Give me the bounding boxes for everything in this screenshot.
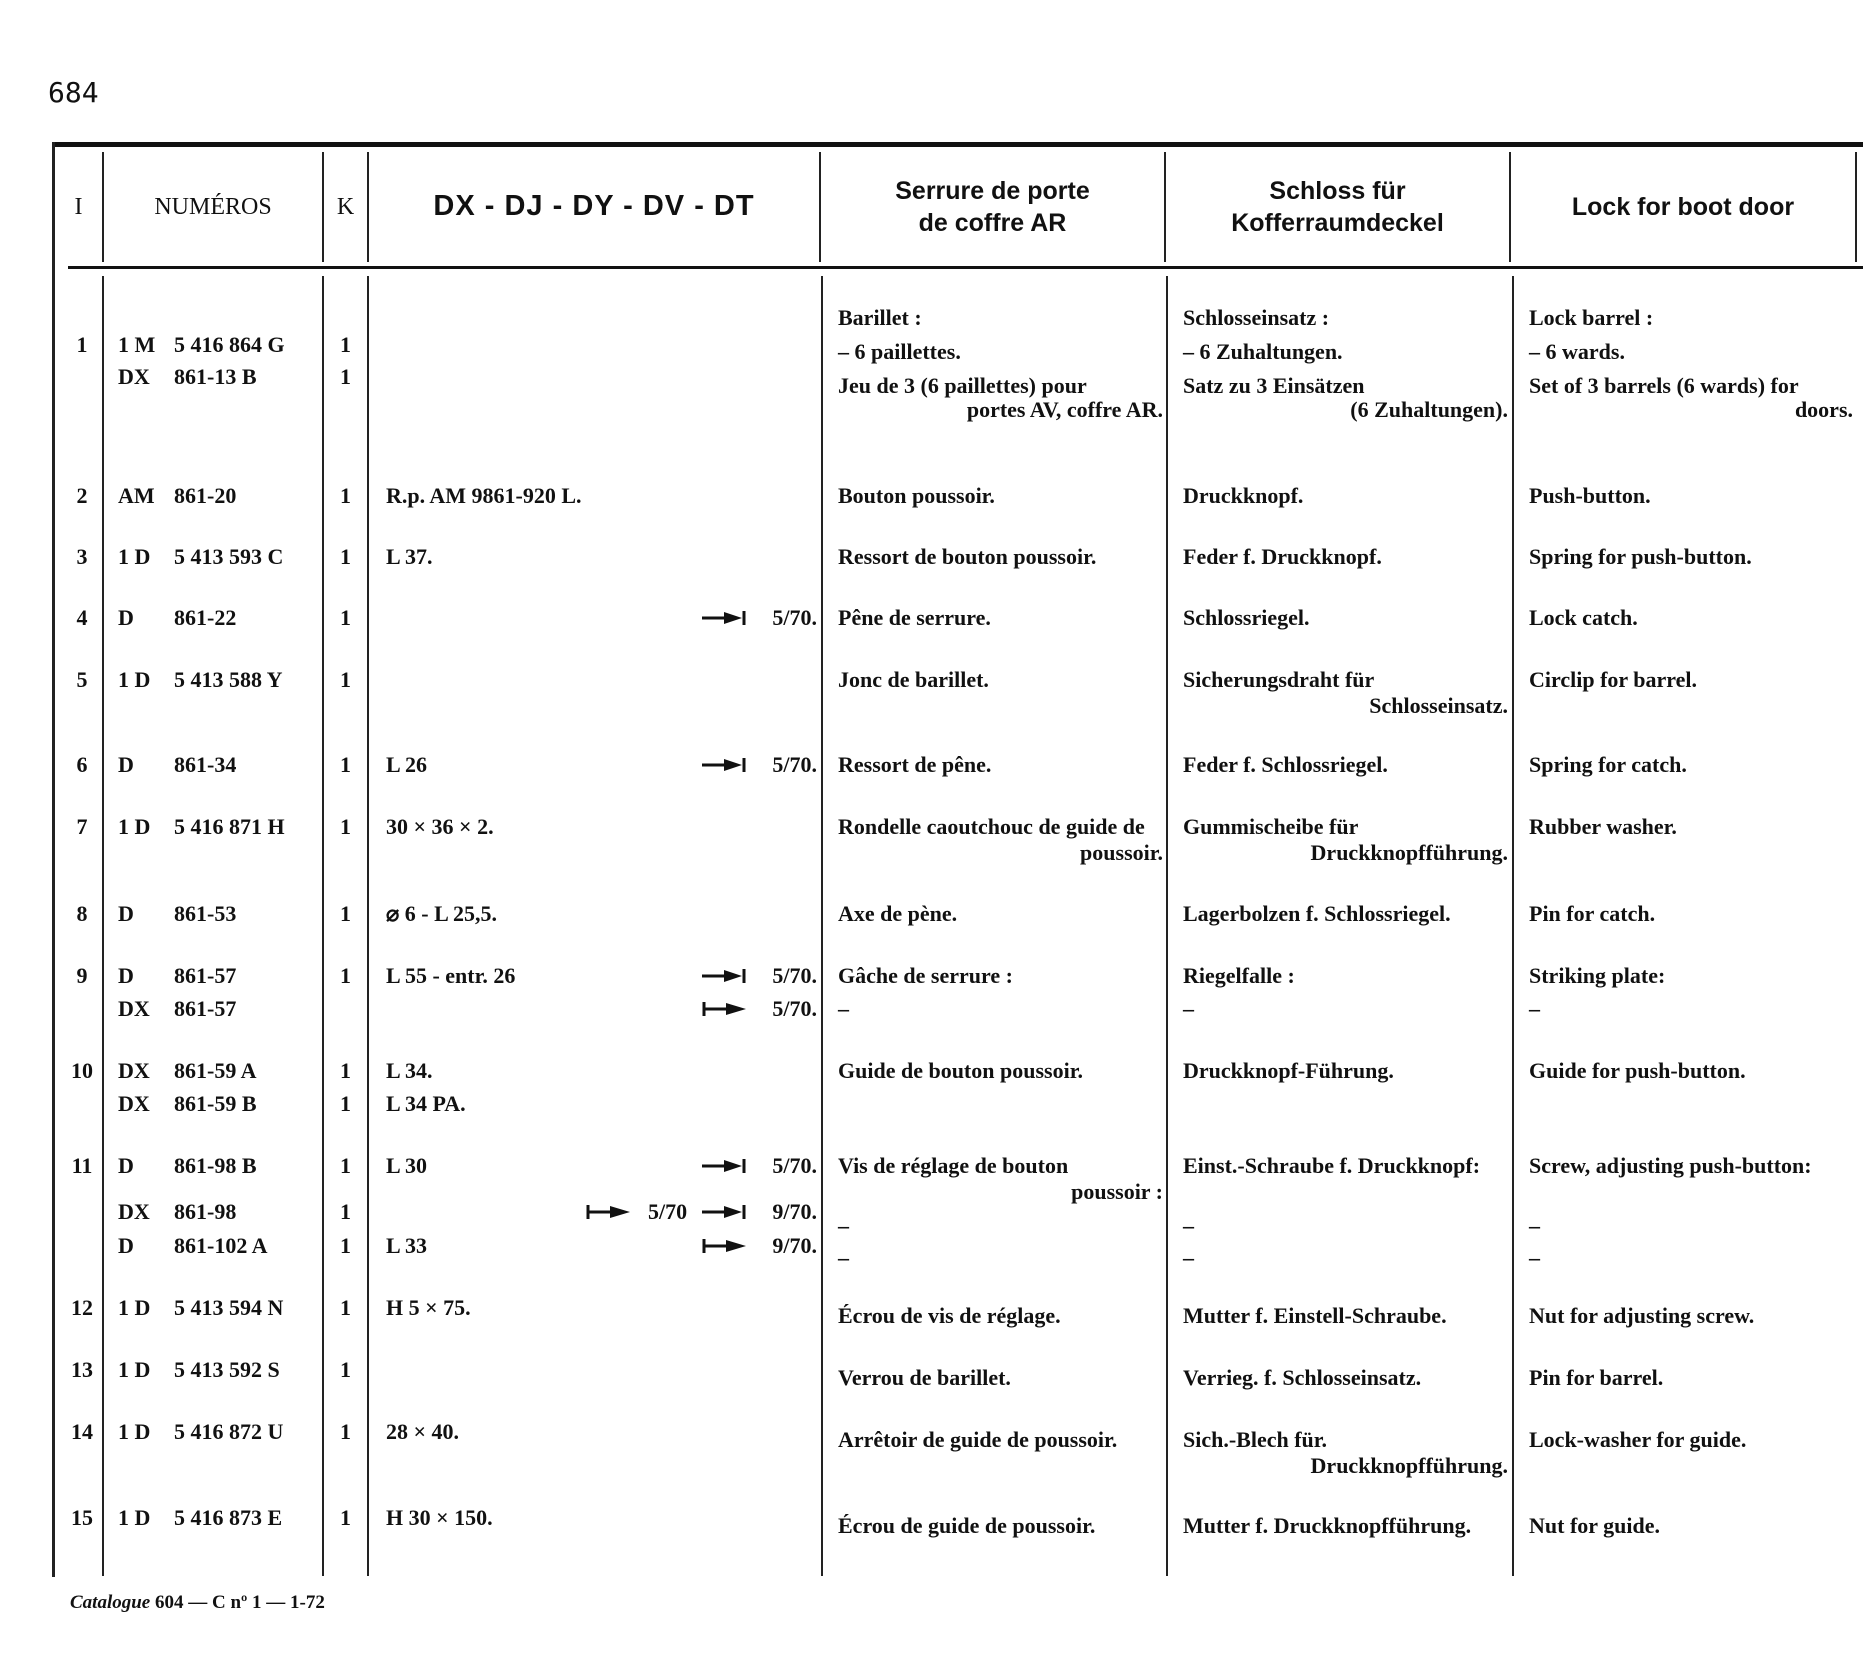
german-desc: Feder f. Schlossriegel. xyxy=(1183,752,1388,777)
french-desc: Jonc de barillet. xyxy=(838,667,989,692)
french-desc: – xyxy=(838,1213,849,1238)
row-index: 15 xyxy=(71,1505,93,1530)
part-prefix: 1 D xyxy=(118,667,151,692)
until-arrow-icon xyxy=(702,968,748,984)
row-index: 14 xyxy=(71,1419,93,1444)
english-desc: Screw, adjusting push-button: xyxy=(1529,1153,1812,1178)
part-spec: L 30 xyxy=(386,1153,427,1178)
german-desc: Mutter f. Einstell-Schraube. xyxy=(1183,1303,1447,1328)
french-desc: Axe de pène. xyxy=(838,901,958,926)
row-index: 8 xyxy=(76,901,88,926)
french-desc: Ressort de bouton poussoir. xyxy=(838,544,1097,569)
part-prefix: 1 D xyxy=(118,1505,151,1530)
french-desc: Écrou de guide de poussoir. xyxy=(838,1513,1096,1538)
until-arrow-icon xyxy=(702,610,748,626)
header-rule xyxy=(68,266,1863,269)
english-desc: Lock-washer for guide. xyxy=(1529,1427,1747,1452)
german-desc: – xyxy=(1183,996,1194,1021)
english-desc: Pin for catch. xyxy=(1529,901,1656,926)
french-desc: Bouton poussoir. xyxy=(838,483,995,508)
french-desc: Rondelle caoutchouc de guide de xyxy=(838,814,1145,839)
french-desc: poussoir : xyxy=(1071,1179,1163,1204)
part-number: 861-57 xyxy=(174,963,237,988)
part-prefix: 1 D xyxy=(118,1357,151,1382)
quantity-k: 1 xyxy=(340,814,351,839)
english-desc: Circlip for barrel. xyxy=(1529,667,1698,692)
part-number: 861-22 xyxy=(174,605,237,630)
part-number: 861-13 B xyxy=(174,364,257,389)
german-desc: Einst.-Schraube f. Druckknopf: xyxy=(1183,1153,1481,1178)
german-desc: Druckknopf. xyxy=(1183,483,1304,508)
german-desc: Riegelfalle : xyxy=(1183,963,1295,988)
from-arrow-icon xyxy=(702,1001,748,1017)
footer-reference: 604 — C nº 1 — 1-72 xyxy=(154,1592,325,1613)
german-desc: Feder f. Druckknopf. xyxy=(1183,544,1382,569)
part-number: 861-57 xyxy=(174,996,237,1021)
part-prefix: D xyxy=(118,1233,134,1258)
english-desc: Lock catch. xyxy=(1529,605,1638,630)
french-desc: poussoir. xyxy=(1080,840,1163,865)
part-prefix: D xyxy=(118,1153,134,1178)
part-prefix: DX xyxy=(118,1091,150,1116)
row-index: 2 xyxy=(76,483,88,508)
part-number: 861-34 xyxy=(174,752,237,777)
row-index: 5 xyxy=(76,667,88,692)
top-rule xyxy=(52,142,1863,147)
part-spec: L 34 PA. xyxy=(386,1091,466,1116)
column-line xyxy=(367,276,369,1576)
page-number: 684 xyxy=(48,76,99,109)
english-desc: Push-button. xyxy=(1529,483,1651,508)
quantity-k: 1 xyxy=(340,544,351,569)
part-prefix: D xyxy=(118,901,134,926)
row-index: 6 xyxy=(76,752,88,777)
english-desc: Nut for guide. xyxy=(1529,1513,1660,1538)
english-desc: doors. xyxy=(1794,397,1853,422)
french-desc: – 6 paillettes. xyxy=(838,339,961,364)
english-desc: Guide for push-button. xyxy=(1529,1058,1746,1083)
part-spec: H 5 × 75. xyxy=(386,1295,471,1320)
row-index: 3 xyxy=(76,544,88,569)
french-desc: portes AV, coffre AR. xyxy=(966,397,1163,422)
date-label: 5/70. xyxy=(772,1153,817,1178)
quantity-k: 1 xyxy=(340,1091,351,1116)
french-desc: Barillet : xyxy=(838,305,922,330)
german-desc: – xyxy=(1183,1245,1194,1270)
french-desc: Arrêtoir de guide de poussoir. xyxy=(838,1427,1118,1452)
part-prefix: 1 D xyxy=(118,1295,151,1320)
french-desc: Vis de réglage de bouton xyxy=(838,1153,1069,1178)
part-number: 5 416 864 G xyxy=(174,332,285,357)
english-desc: – xyxy=(1529,1245,1540,1270)
quantity-k: 1 xyxy=(340,364,351,389)
part-number: 5 416 873 E xyxy=(174,1505,283,1530)
french-desc: Jeu de 3 (6 paillettes) pour xyxy=(838,373,1087,398)
quantity-k: 1 xyxy=(340,1199,351,1224)
german-desc: Druckknopfführung. xyxy=(1310,840,1508,865)
quantity-k: 1 xyxy=(340,1505,351,1530)
row-index: 4 xyxy=(76,605,88,630)
part-prefix: 1 M xyxy=(118,332,156,357)
until-arrow-icon xyxy=(702,757,748,773)
part-spec: L 34. xyxy=(386,1058,433,1083)
quantity-k: 1 xyxy=(340,963,351,988)
column-line xyxy=(102,276,104,1576)
quantity-k: 1 xyxy=(340,483,351,508)
part-number: 861-59 A xyxy=(174,1058,257,1083)
until-arrow-icon xyxy=(702,1158,748,1174)
quantity-k: 1 xyxy=(340,1233,351,1258)
english-desc: Spring for push-button. xyxy=(1529,544,1752,569)
english-desc: – xyxy=(1529,996,1540,1021)
row-index: 10 xyxy=(71,1058,93,1083)
quantity-k: 1 xyxy=(340,332,351,357)
part-prefix: 1 D xyxy=(118,544,151,569)
english-desc: Pin for barrel. xyxy=(1529,1365,1664,1390)
part-spec: H 30 × 150. xyxy=(386,1505,493,1530)
part-spec: L 26 xyxy=(386,752,427,777)
french-desc: – xyxy=(838,1245,849,1270)
part-spec: L 33 xyxy=(386,1233,427,1258)
english-desc: Striking plate: xyxy=(1529,963,1666,988)
part-spec: L 55 - entr. 26 xyxy=(386,963,516,988)
column-line xyxy=(1166,276,1168,1576)
header-numeros: NUMÉROS xyxy=(154,193,272,220)
french-desc: Guide de bouton poussoir. xyxy=(838,1058,1083,1083)
quantity-k: 1 xyxy=(340,1357,351,1382)
part-spec: 28 × 40. xyxy=(386,1419,460,1444)
part-prefix: DX xyxy=(118,1058,150,1083)
column-line xyxy=(1512,276,1514,1576)
french-desc: Ressort de pêne. xyxy=(838,752,992,777)
german-desc: Druckknopfführung. xyxy=(1310,1453,1508,1478)
from-arrow-icon xyxy=(702,1238,748,1254)
part-prefix: DX xyxy=(118,1199,150,1224)
french-desc: Pêne de serrure. xyxy=(838,605,991,630)
part-spec: L 37. xyxy=(386,544,433,569)
german-desc: Druckknopf-Führung. xyxy=(1183,1058,1394,1083)
german-desc: Mutter f. Druckknopfführung. xyxy=(1183,1513,1472,1538)
part-spec: 30 × 36 × 2. xyxy=(386,814,494,839)
row-index: 1 xyxy=(76,332,88,357)
french-desc: – xyxy=(838,996,849,1021)
quantity-k: 1 xyxy=(340,752,351,777)
column-line xyxy=(1855,152,1857,262)
row-index: 12 xyxy=(71,1295,93,1320)
part-number: 861-53 xyxy=(174,901,237,926)
row-index: 9 xyxy=(76,963,88,988)
quantity-k: 1 xyxy=(340,605,351,630)
german-desc: Sicherungsdraht für xyxy=(1183,667,1375,692)
german-desc: Schlosseinsatz. xyxy=(1369,693,1508,718)
part-number: 5 413 592 S xyxy=(174,1357,280,1382)
german-desc: – xyxy=(1183,1213,1194,1238)
part-prefix: DX xyxy=(118,364,150,389)
quantity-k: 1 xyxy=(340,901,351,926)
part-prefix: D xyxy=(118,605,134,630)
part-prefix: D xyxy=(118,752,134,777)
german-desc: Gummischeibe für xyxy=(1183,814,1359,839)
quantity-k: 1 xyxy=(340,1295,351,1320)
part-number: 5 416 872 U xyxy=(174,1419,284,1444)
part-prefix: AM xyxy=(118,483,155,508)
header-models: DX - DJ - DY - DV - DT xyxy=(433,190,755,223)
english-desc: Set of 3 barrels (6 wards) for xyxy=(1529,373,1799,398)
german-desc: – 6 Zuhaltungen. xyxy=(1183,339,1343,364)
part-spec: R.p. AM 9861-920 L. xyxy=(386,483,582,508)
part-number: 861-102 A xyxy=(174,1233,268,1258)
german-desc: (6 Zuhaltungen). xyxy=(1350,397,1508,422)
english-desc: Rubber washer. xyxy=(1529,814,1677,839)
german-desc: Schlossriegel. xyxy=(1183,605,1310,630)
german-desc: Schlosseinsatz : xyxy=(1183,305,1330,330)
date-label: 5/70. xyxy=(772,605,817,630)
german-desc: Satz zu 3 Einsätzen xyxy=(1183,373,1365,398)
header-k: K xyxy=(336,193,355,220)
date-label: 5/70. xyxy=(772,996,817,1021)
english-desc: – 6 wards. xyxy=(1529,339,1625,364)
row-index: 13 xyxy=(71,1357,93,1382)
row-index: 11 xyxy=(71,1153,93,1178)
quantity-k: 1 xyxy=(340,1153,351,1178)
column-line xyxy=(52,142,55,1577)
part-number: 861-59 B xyxy=(174,1091,257,1116)
english-desc: – xyxy=(1529,1213,1540,1238)
column-line xyxy=(821,276,823,1576)
part-number: 5 416 871 H xyxy=(174,814,285,839)
date-label: 5/70. xyxy=(772,752,817,777)
part-prefix: D xyxy=(118,963,134,988)
until-arrow-icon xyxy=(702,1204,748,1220)
from-arrow-icon xyxy=(586,1204,632,1220)
french-desc: Gâche de serrure : xyxy=(838,963,1013,988)
header-english: Lock for boot door xyxy=(1571,192,1795,221)
french-desc: Verrou de barillet. xyxy=(838,1365,1011,1390)
quantity-k: 1 xyxy=(340,1058,351,1083)
quantity-k: 1 xyxy=(340,667,351,692)
header-german: Schloss für Kofferraumdeckel xyxy=(1231,176,1444,237)
french-desc: Écrou de vis de réglage. xyxy=(838,1303,1061,1328)
quantity-k: 1 xyxy=(340,1419,351,1444)
part-number: 861-20 xyxy=(174,483,237,508)
part-spec: ⌀ 6 - L 25,5. xyxy=(386,901,498,926)
part-number: 5 413 594 N xyxy=(174,1295,284,1320)
row-index: 7 xyxy=(76,814,88,839)
english-desc: Nut for adjusting screw. xyxy=(1529,1303,1755,1328)
part-prefix: DX xyxy=(118,996,150,1021)
header-french: Serrure de porte de coffre AR xyxy=(895,176,1090,237)
part-number: 5 413 593 C xyxy=(174,544,284,569)
english-desc: Lock barrel : xyxy=(1529,305,1654,330)
column-line xyxy=(322,276,324,1576)
footer-catalogue-label: Catalogue xyxy=(70,1592,151,1613)
date-label: 5/70 xyxy=(648,1199,688,1224)
part-prefix: 1 D xyxy=(118,814,151,839)
part-number: 861-98 B xyxy=(174,1153,257,1178)
part-number: 5 413 588 Y xyxy=(174,667,283,692)
german-desc: Lagerbolzen f. Schlossriegel. xyxy=(1183,901,1451,926)
header-index: I xyxy=(74,193,83,220)
date-label: 9/70. xyxy=(772,1233,817,1258)
date-label: 9/70. xyxy=(772,1199,817,1224)
footer xyxy=(70,1592,325,1614)
date-label: 5/70. xyxy=(772,963,817,988)
german-desc: Verrieg. f. Schlosseinsatz. xyxy=(1183,1365,1422,1390)
part-number: 861-98 xyxy=(174,1199,237,1224)
english-desc: Spring for catch. xyxy=(1529,752,1687,777)
part-prefix: 1 D xyxy=(118,1419,151,1444)
german-desc: Sich.-Blech für. xyxy=(1183,1427,1328,1452)
